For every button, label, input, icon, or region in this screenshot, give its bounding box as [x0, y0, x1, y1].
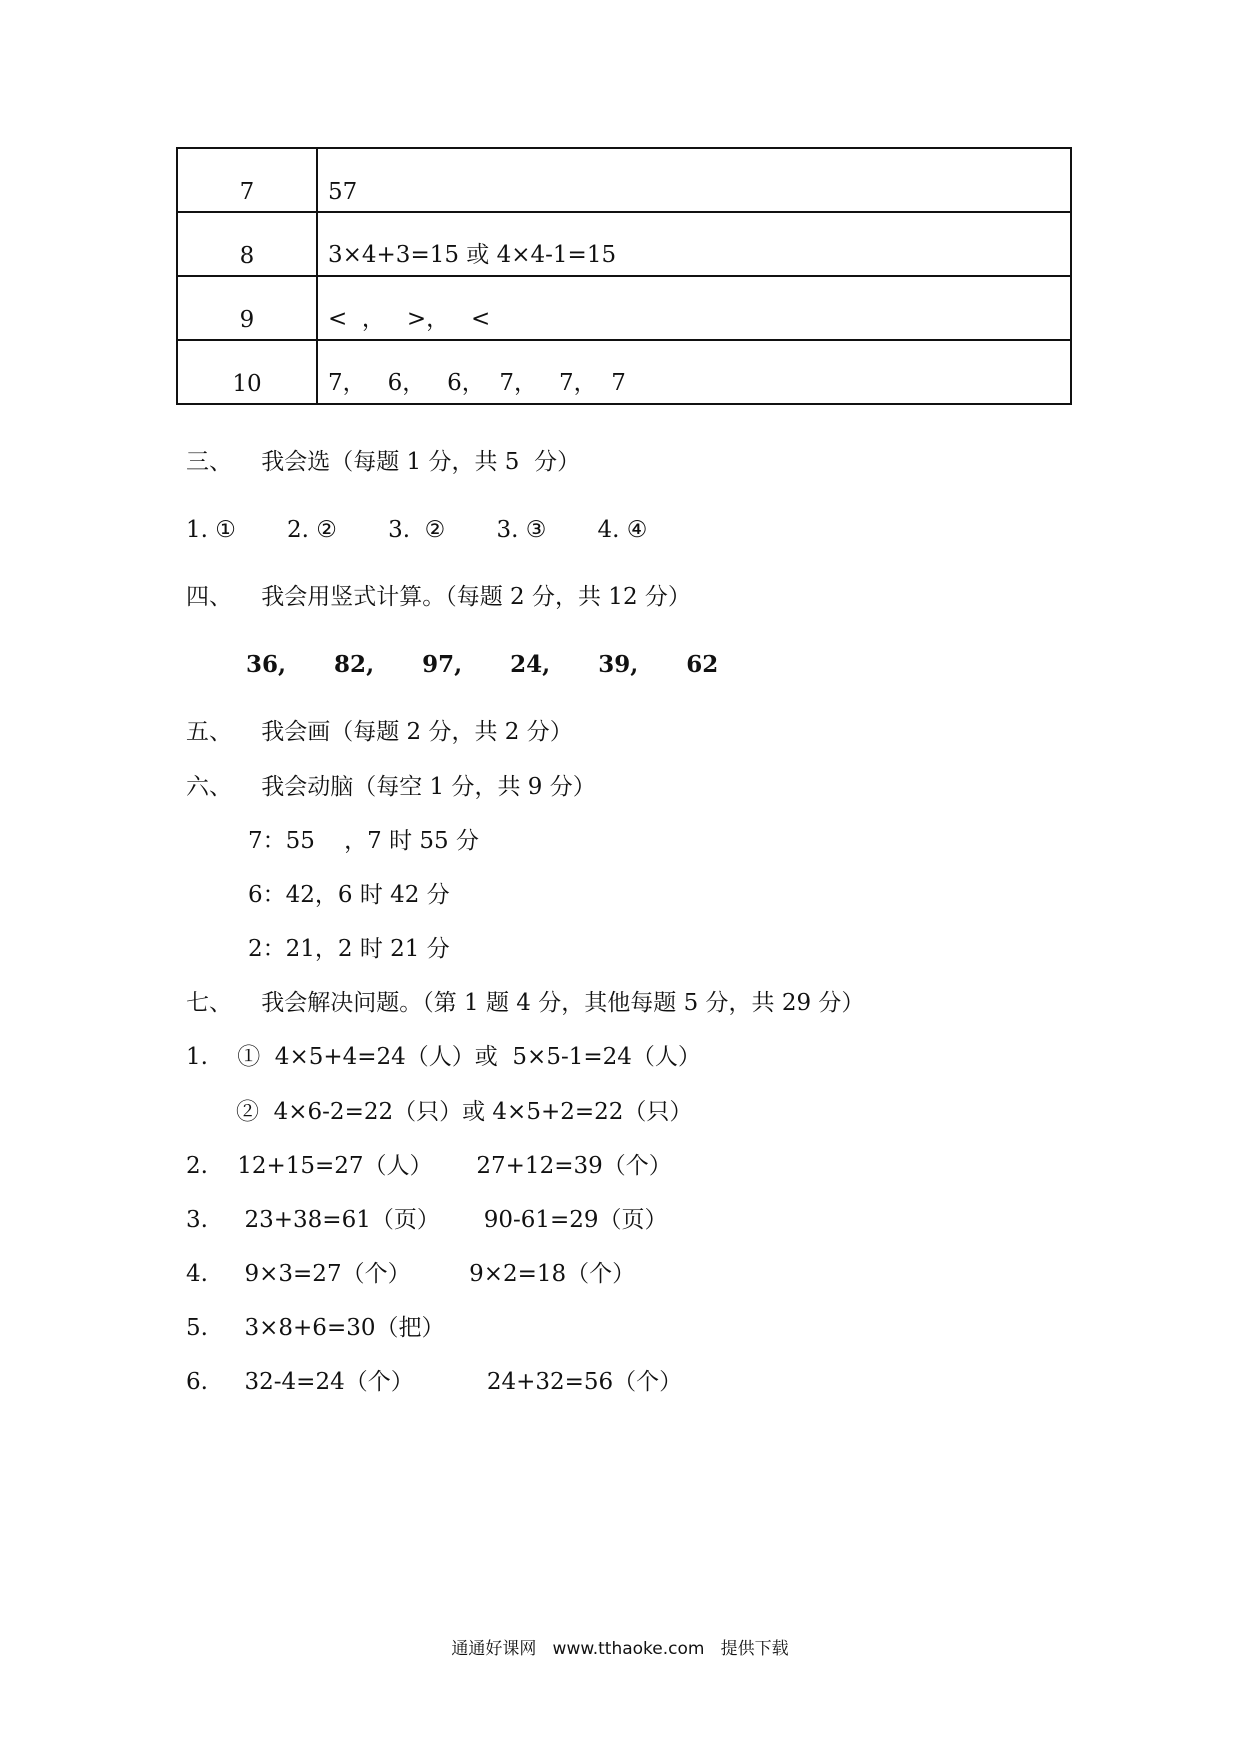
- answer-cell: 3×4+3=15 或 4×4-1=15: [317, 212, 1071, 276]
- question-number: 7: [177, 148, 317, 212]
- section-7-line: 4. 9×3=27（个） 9×2=18（个）: [186, 1261, 636, 1287]
- section-4-answers: 36, 82, 97, 24, 39, 62: [246, 651, 719, 678]
- section-7-line: 5. 3×8+6=30（把）: [186, 1315, 445, 1341]
- section-6-line: 6：42，6 时 42 分: [248, 882, 450, 908]
- footer-text: 通通好课网 www.tthaoke.com 提供下载: [451, 1639, 789, 1659]
- section-6-line: 7：55 ，7 时 55 分: [248, 828, 479, 854]
- answer-cell: 57: [317, 148, 1071, 212]
- section-4-title: 四、 我会用竖式计算。（每题 2 分，共 12 分）: [186, 584, 691, 610]
- section-7-title: 七、 我会解决问题。（第 1 题 4 分，其他每题 5 分，共 29 分）: [186, 990, 865, 1016]
- section-5-title: 五、 我会画（每题 2 分，共 2 分）: [186, 719, 573, 745]
- section-6-title: 六、 我会动脑（每空 1 分，共 9 分）: [186, 774, 596, 800]
- section-3-title: 三、 我会选（每题 1 分，共 5 分）: [186, 449, 581, 475]
- question-number: 9: [177, 276, 317, 340]
- section-3-answers: 1. ① 2. ② 3. ② 3. ③ 4. ④: [186, 517, 648, 543]
- question-number: 8: [177, 212, 317, 276]
- section-7-line: 3. 23+38=61（页） 90-61=29（页）: [186, 1207, 668, 1233]
- answer-table: [176, 147, 1072, 405]
- section-7-line: 2. 12+15=27（人） 27+12=39（个）: [186, 1153, 672, 1179]
- answer-cell: 7， 6， 6， 7， 7， 7: [317, 340, 1071, 404]
- question-number: 10: [177, 340, 317, 404]
- section-7-line: 1. ① 4×5+4=24（人）或 5×5-1=24（人）: [186, 1044, 701, 1070]
- table-row: [177, 212, 1071, 276]
- table-row: [177, 276, 1071, 340]
- section-6-line: 2：21，2 时 21 分: [248, 936, 450, 962]
- section-7-line: ② 4×6-2=22（只）或 4×5+2=22（只）: [236, 1099, 693, 1125]
- table-row: [177, 148, 1071, 212]
- section-7-line: 6. 32-4=24（个） 24+32=56（个）: [186, 1369, 683, 1395]
- answer-cell: < ， >， <: [317, 276, 1071, 340]
- table-row: [177, 340, 1071, 404]
